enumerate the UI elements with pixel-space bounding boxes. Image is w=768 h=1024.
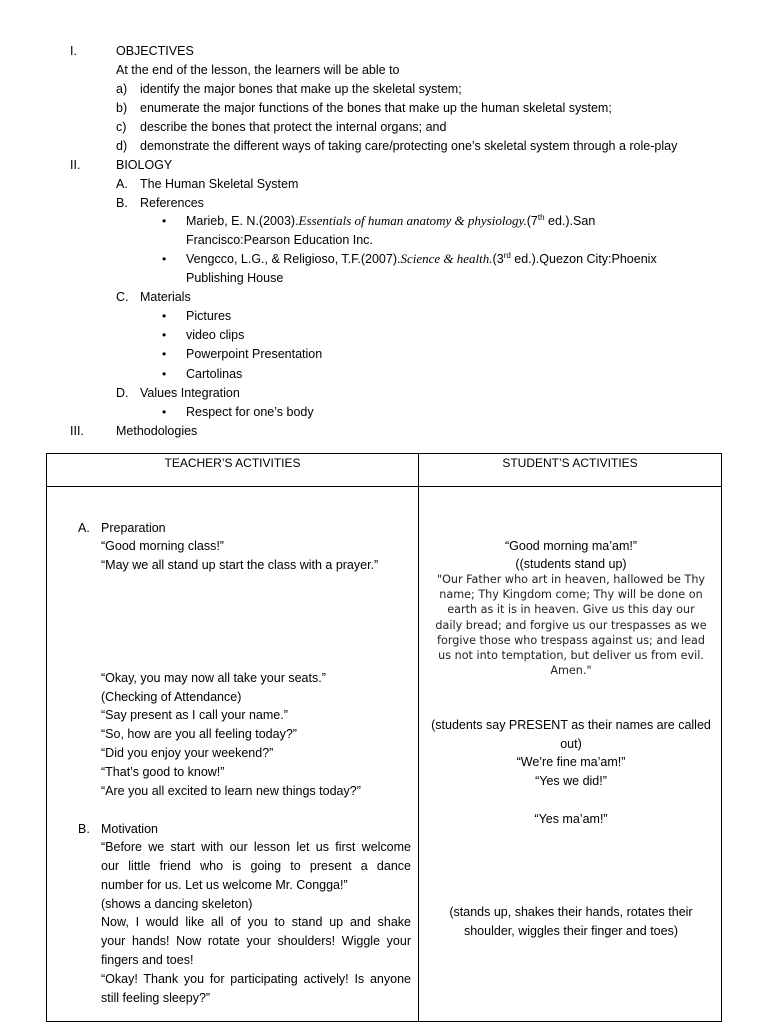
objective-text: demonstrate the different ways of taking care/protecting one’s skeletal system through a role-play xyxy=(140,139,678,153)
objective-text: identify the major bones that make up the skeletal system; xyxy=(140,82,462,96)
prayer-line: forgive those who trespass against us; and lead xyxy=(437,634,705,647)
section-title-objectives: OBJECTIVES xyxy=(116,44,194,58)
references-label: B. xyxy=(116,196,128,210)
bullet-icon: • xyxy=(162,347,167,361)
teacher-line: (Checking of Attendance) xyxy=(101,690,242,704)
objective-label: c) xyxy=(116,120,127,134)
material-item: video clips xyxy=(186,328,245,342)
reference-entry-cont: Francisco:Pearson Education Inc. xyxy=(186,233,373,247)
section-title-biology: BIOLOGY xyxy=(116,158,173,172)
student-present-line: (students say PRESENT as their names are called xyxy=(431,718,711,732)
student-activities-header: STUDENT’S ACTIVITIES xyxy=(419,454,722,487)
objective-text: enumerate the major functions of the bones that make up the human skeletal system; xyxy=(140,101,612,115)
topic-text: The Human Skeletal System xyxy=(140,177,299,191)
prayer-line: name; Thy Kingdom come; Thy will be done on xyxy=(439,588,703,601)
materials-heading: Materials xyxy=(140,290,191,304)
section-number: III. xyxy=(70,424,84,438)
student-stand: ((students stand up) xyxy=(515,557,627,571)
teacher-line: still feeling sleepy?” xyxy=(101,991,211,1005)
student-activities-cell xyxy=(419,487,722,1022)
topic-label: A. xyxy=(116,177,128,191)
student-greeting: “Good morning ma’am!” xyxy=(505,539,637,553)
student-stands-line: shoulder, wiggles their finger and toes) xyxy=(463,924,678,938)
teacher-line: “Are you all excited to learn new things today?” xyxy=(101,784,361,798)
bullet-icon: • xyxy=(162,328,167,342)
section-title-methodologies: Methodologies xyxy=(116,424,198,438)
teacher-line: (shows a dancing skeleton) xyxy=(101,897,253,911)
teacher-line: “That’s good to know!” xyxy=(101,765,225,779)
student-present-line: out) xyxy=(560,737,582,751)
teacher-line: “So, how are you all feeling today?” xyxy=(101,727,297,741)
material-item: Powerpoint Presentation xyxy=(186,347,323,361)
preparation-label: A. xyxy=(78,521,90,535)
prayer-line: "Our Father who art in heaven, hallowed be Thy xyxy=(436,573,706,586)
prayer-line: us not into temptation, but deliver us from evil. xyxy=(438,649,704,662)
objective-label: b) xyxy=(116,101,128,115)
reference-entry: Vengcco, L.G., & Religioso, T.F.(2007).Science & health.(3rd ed.).Quezon City:Phoenix xyxy=(186,250,657,266)
student-response: “Yes we did!” xyxy=(535,774,607,788)
reference-entry-cont: Publishing House xyxy=(186,271,284,285)
teacher-line: fingers and toes! xyxy=(101,953,194,967)
material-item: Pictures xyxy=(186,309,232,323)
bullet-icon: • xyxy=(162,309,167,323)
teacher-line: “Say present as I call your name.” xyxy=(101,708,288,722)
bullet-icon: • xyxy=(162,214,167,228)
teacher-line: Now, I would like all of you to stand up and shake xyxy=(101,915,411,929)
student-response: “Yes ma’am!” xyxy=(534,812,608,826)
objective-text: describe the bones that protect the internal organs; and xyxy=(140,120,447,134)
bullet-icon: • xyxy=(162,367,167,381)
prayer-line: earth as it is in heaven. Give us this day our xyxy=(447,603,695,616)
teacher-activities-header: TEACHER’S ACTIVITIES xyxy=(47,454,419,487)
teacher-line: our little friend who is going to present a dance xyxy=(101,859,411,873)
references-heading: References xyxy=(140,196,204,210)
teacher-line: “Good morning class!” xyxy=(101,539,224,553)
student-stands-line: (stands up, shakes their hands, rotates their xyxy=(449,905,693,919)
prayer-line: Amen." xyxy=(550,664,592,677)
teacher-line: “Before we start with our lesson let us first welcome xyxy=(101,840,411,854)
materials-label: C. xyxy=(116,290,129,304)
teacher-line: your hands! Now rotate your shoulders! Wiggle your xyxy=(101,934,411,948)
bullet-icon: • xyxy=(162,252,167,266)
objective-label: d) xyxy=(116,139,128,153)
teacher-line: number for us. Let us welcome Mr. Congga!” xyxy=(101,878,348,892)
section-number: II. xyxy=(70,158,81,172)
objective-label: a) xyxy=(116,82,128,96)
teacher-line: “May we all stand up start the class with a prayer.” xyxy=(101,558,379,572)
motivation-title: Motivation xyxy=(101,822,158,836)
objectives-intro: At the end of the lesson, the learners will be able to xyxy=(116,63,400,77)
activities-table xyxy=(46,453,722,1022)
value-item: Respect for one’s body xyxy=(186,405,314,419)
preparation-title: Preparation xyxy=(101,521,166,535)
teacher-line: “Okay, you may now all take your seats.” xyxy=(101,671,326,685)
teacher-activities-cell xyxy=(47,487,419,1022)
values-label: D. xyxy=(116,386,129,400)
teacher-line: “Did you enjoy your weekend?” xyxy=(101,746,274,760)
section-number: I. xyxy=(70,44,77,58)
material-item: Cartolinas xyxy=(186,367,243,381)
teacher-line: “Okay! Thank you for participating actively! Is anyone xyxy=(101,972,411,986)
values-heading: Values Integration xyxy=(140,386,240,400)
bullet-icon: • xyxy=(162,405,167,419)
reference-entry: Marieb, E. N.(2003).Essentials of human anatomy & physiology.(7th ed.).San xyxy=(186,212,596,228)
motivation-label: B. xyxy=(78,822,90,836)
student-response: “We’re fine ma’am!” xyxy=(516,755,626,769)
prayer-line: daily bread; and forgive us our trespasses as we xyxy=(435,619,707,632)
